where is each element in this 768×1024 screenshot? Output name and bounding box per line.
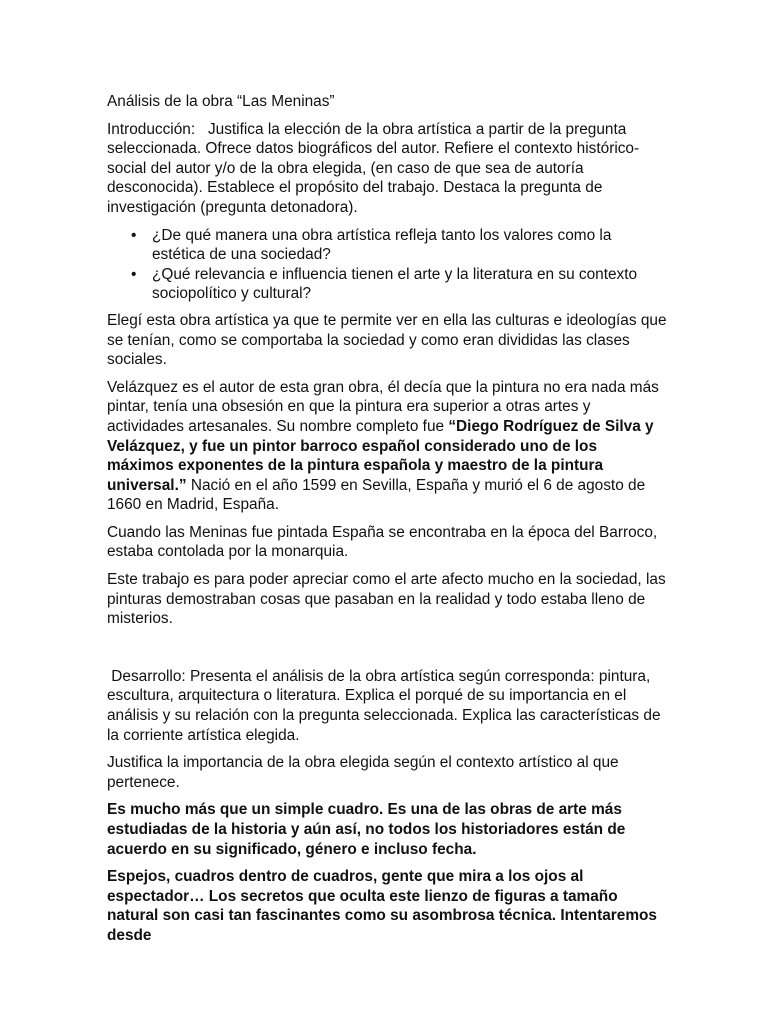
- question-text: ¿De qué manera una obra artística refleja tanto los valores como la estética de una sociedad?: [152, 226, 612, 264]
- section-spacer: [107, 637, 667, 667]
- bold-paragraph-1: [107, 800, 667, 859]
- velazquez-text-before: Velázquez es el autor de esta gran obra, él decía que la pintura no era nada más pintar, tenía una obsesión en que la pintura era superior a otras artes y actividades artesanales. Su nombre completo fue: [107, 378, 659, 435]
- bold-paragraph-2: [107, 867, 667, 945]
- bullet-icon: •: [131, 226, 137, 244]
- desarrollo-paragraph: [107, 667, 667, 745]
- list-item: [107, 226, 667, 265]
- bold-paragraph-2-text: Espejos, cuadros dentro de cuadros, gente que mira a los ojos al espectador… Los secretos que oculta este lienzo de figuras a tamaño natural son casi tan fascinantes como su asombrosa técnica. Intentaremos desde: [107, 868, 657, 944]
- list-item: [107, 265, 667, 304]
- document-page: [107, 92, 667, 954]
- desarrollo-text: Presenta el análisis de la obra artística según corresponda: pintura, escultura, arquitectura o literatura. Explica el porqué de su importancia en el análisis y su relación con la pregunta seleccionada. Explica las características de la corriente artística elegida.: [107, 667, 661, 744]
- bullet-icon: •: [131, 265, 137, 283]
- choice-paragraph: Elegí esta obra artística ya que te permite ver en ella las culturas e ideologías que se tenían, como se comportaba la sociedad y como eran divididas las clases sociales.: [107, 311, 667, 369]
- velazquez-paragraph: [107, 378, 667, 515]
- justify-paragraph: Justifica la importancia de la obra elegida según el contexto artístico al que pertenece.: [107, 754, 619, 791]
- research-questions-list: [107, 226, 667, 304]
- velazquez-text-after: Nació en el año 1599 en Sevilla, España y murió el 6 de agosto de 1660 en Madrid, España.: [107, 476, 646, 514]
- desarrollo-label: Desarrollo:: [107, 667, 190, 685]
- intro-text: Justifica la elección de la obra artística a partir de la pregunta seleccionada. Ofrece datos biográficos del autor. Refiere el contexto histórico-social del autor y/o de la obra elegida, (en caso de que sea de autoría desconocida). Establece el propósito del trabajo. Destaca la pregunta de investigación (pregunta detonadora).: [107, 120, 640, 216]
- velazquez-bold-quote: “Diego Rodríguez de Silva y Velázquez, y fue un pintor barroco español considerado uno de los máximos exponentes de la pintura española y maestro de la pintura universal.”: [107, 417, 654, 494]
- bold-paragraph-1-text: Es mucho más que un simple cuadro. Es una de las obras de arte más estudiadas de la historia y aún así, no todos los historiadores están de acuerdo en su significado, género e incluso fecha.: [107, 801, 626, 858]
- document-title: Análisis de la obra “Las Meninas”: [107, 93, 335, 110]
- intro-paragraph: [107, 120, 667, 218]
- question-text: ¿Qué relevancia e influencia tienen el arte y la literatura en su contexto sociopolítico y cultural?: [152, 265, 638, 303]
- intro-label: Introducción:: [107, 120, 208, 138]
- purpose-paragraph: Este trabajo es para poder apreciar como el arte afecto mucho en la sociedad, las pinturas demostraban cosas que pasaban en la realidad y todo estaba lleno de misterios.: [107, 571, 666, 628]
- context-paragraph: Cuando las Meninas fue pintada España se encontraba en la época del Barroco, estaba contolada por la monarquia.: [107, 523, 658, 561]
